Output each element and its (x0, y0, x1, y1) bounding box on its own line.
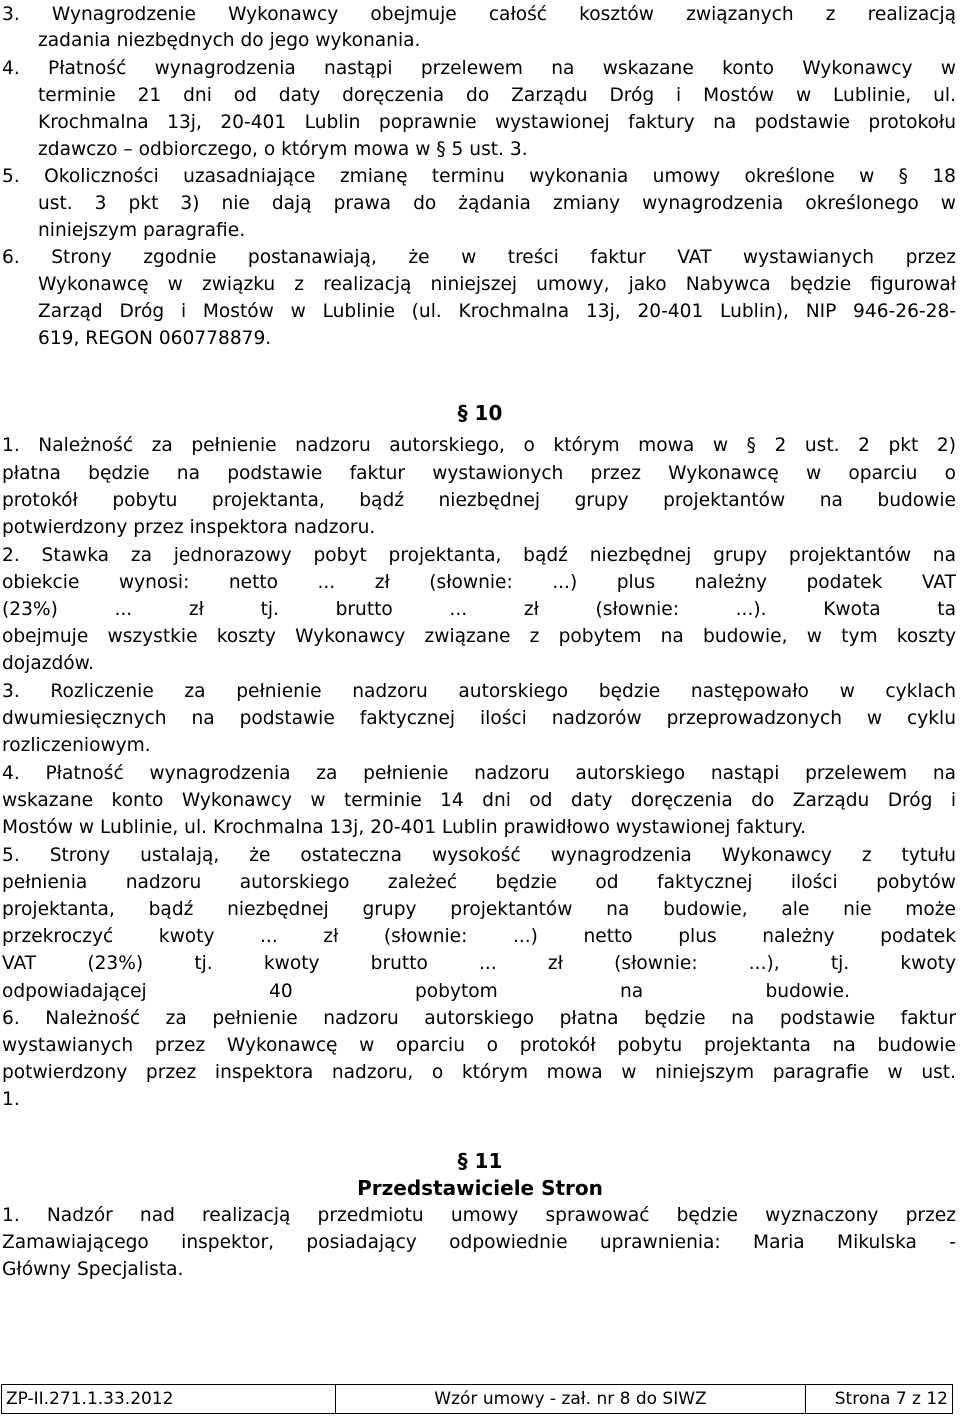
text-line: 2. Stawka za jednorazowy pobyt projektanta, bądź niezbędnej grupy projektantów na (2, 545, 956, 566)
text-line: Zamawiającego inspektor, posiadający odpowiednie uprawnienia: Maria Mikulska - (2, 1232, 956, 1253)
text-line: płatna będzie na podstawie faktur wystawionych przez Wykonawcę w oparciu o (2, 463, 956, 484)
text-line: odpowiadającej 40 pobytom na budowie. (2, 981, 850, 1002)
text-line: wystawianych przez Wykonawcę w oparciu o protokół pobytu projektanta na budowie (2, 1035, 956, 1056)
text-line: protokół pobytu projektanta, bądź niezbędnej grupy projektantów na budowie (2, 490, 956, 511)
text-line: obejmuje wszystkie koszty Wykonawcy związane z pobytem na budowie, w tym koszty (2, 626, 956, 647)
text-line: dojazdów. (2, 653, 95, 674)
text-line: 5. Okoliczności uzasadniające zmianę terminu wykonania umowy określone w § 18 (2, 166, 956, 187)
text-line: zadania niezbędnych do jego wykonania. (38, 30, 421, 51)
text-line: wskazane konto Wykonawcy w terminie 14 dni od daty doręczenia do Zarządu Dróg i (2, 790, 956, 811)
text-line: VAT (23%) tj. kwoty brutto ... zł (słownie: ...), tj. kwoty (2, 953, 956, 974)
text-line: pełnienia nadzoru autorskiego zależeć będzie od faktycznej ilości pobytów (2, 872, 956, 893)
footer-reference: ZP-II.271.1.33.2012 (2, 1385, 336, 1413)
text-line: ust. 3 pkt 3) nie dają prawa do żądania zmiany wynagrodzenia określonego w (38, 193, 956, 214)
section-heading: § 11 (457, 1149, 503, 1173)
text-line: potwierdzony przez inspektora nadzoru, o którym mowa w niniejszym paragrafie w ust. (2, 1062, 956, 1083)
text-line: niniejszym paragrafie. (38, 220, 246, 241)
text-line: 1. Nadzór nad realizacją przedmiotu umowy sprawować będzie wyznaczony przez (2, 1205, 956, 1226)
text-line: Wykonawcę w związku z realizacją niniejszej umowy, jako Nabywca będzie figurował (38, 274, 956, 295)
text-line: 6. Strony zgodnie postanawiają, że w treści faktur VAT wystawianych przez (2, 247, 956, 268)
text-line: 1. Należność za pełnienie nadzoru autorskiego, o którym mowa w § 2 ust. 2 pkt 2) (2, 435, 956, 456)
text-line: rozliczeniowym. (2, 735, 151, 756)
footer-page-number: Strona 7 z 12 (834, 1389, 948, 1409)
text-line: potwierdzony przez inspektora nadzoru. (2, 517, 376, 538)
text-line: 6. Należność za pełnienie nadzoru autorskiego płatna będzie na podstawie faktur (2, 1008, 956, 1029)
text-line: Krochmalna 13j, 20-401 Lublin poprawnie wystawionej faktury na podstawie protokołu (38, 112, 956, 133)
text-line: Zarząd Dróg i Mostów w Lublinie (ul. Krochmalna 13j, 20-401 Lublin), NIP 946-26-28- (38, 301, 956, 322)
text-line: Mostów w Lublinie, ul. Krochmalna 13j, 20-401 Lublin prawidłowo wystawionej faktury. (2, 817, 807, 838)
text-line: terminie 21 dni od daty doręczenia do Zarządu Dróg i Mostów w Lublinie, ul. (38, 85, 956, 106)
text-line: 4. Płatność wynagrodzenia nastąpi przelewem na wskazane konto Wykonawcy w (2, 58, 956, 79)
section-heading: § 10 (457, 401, 503, 425)
text-line: obiekcie wynosi: netto ... zł (słownie: ...) plus należny podatek VAT (2, 572, 956, 593)
text-line: dwumiesięcznych na podstawie faktycznej ilości nadzorów przeprowadzonych w cyklu (2, 708, 956, 729)
text-line: 3. Wynagrodzenie Wykonawcy obejmuje całość kosztów związanych z realizacją (2, 4, 956, 25)
page-footer (1, 1384, 953, 1414)
text-line: 3. Rozliczenie za pełnienie nadzoru autorskiego będzie następowało w cyklach (2, 681, 956, 702)
footer-document-name: Wzór umowy - zał. nr 8 do SIWZ (336, 1385, 806, 1413)
text-line: zdawczo – odbiorczego, o którym mowa w § 5 ust. 3. (38, 139, 528, 160)
section-title: Przedstawiciele Stron (357, 1176, 603, 1200)
text-line: projektanta, bądź niezbędnej grupy projektantów na budowie, ale nie może (2, 899, 956, 920)
text-line: Główny Specjalista. (2, 1259, 184, 1280)
text-line: przekroczyć kwoty ... zł (słownie: ...) netto plus należny podatek (2, 926, 956, 947)
text-line: 5. Strony ustalają, że ostateczna wysokość wynagrodzenia Wykonawcy z tytułu (2, 845, 956, 866)
text-line: (23%) ... zł tj. brutto ... zł (słownie: ...). Kwota ta (2, 599, 956, 620)
text-line: 619, REGON 060778879. (38, 328, 272, 349)
text-line: 4. Płatność wynagrodzenia za pełnienie nadzoru autorskiego nastąpi przelewem na (2, 763, 956, 784)
text-line: 1. (2, 1089, 20, 1110)
